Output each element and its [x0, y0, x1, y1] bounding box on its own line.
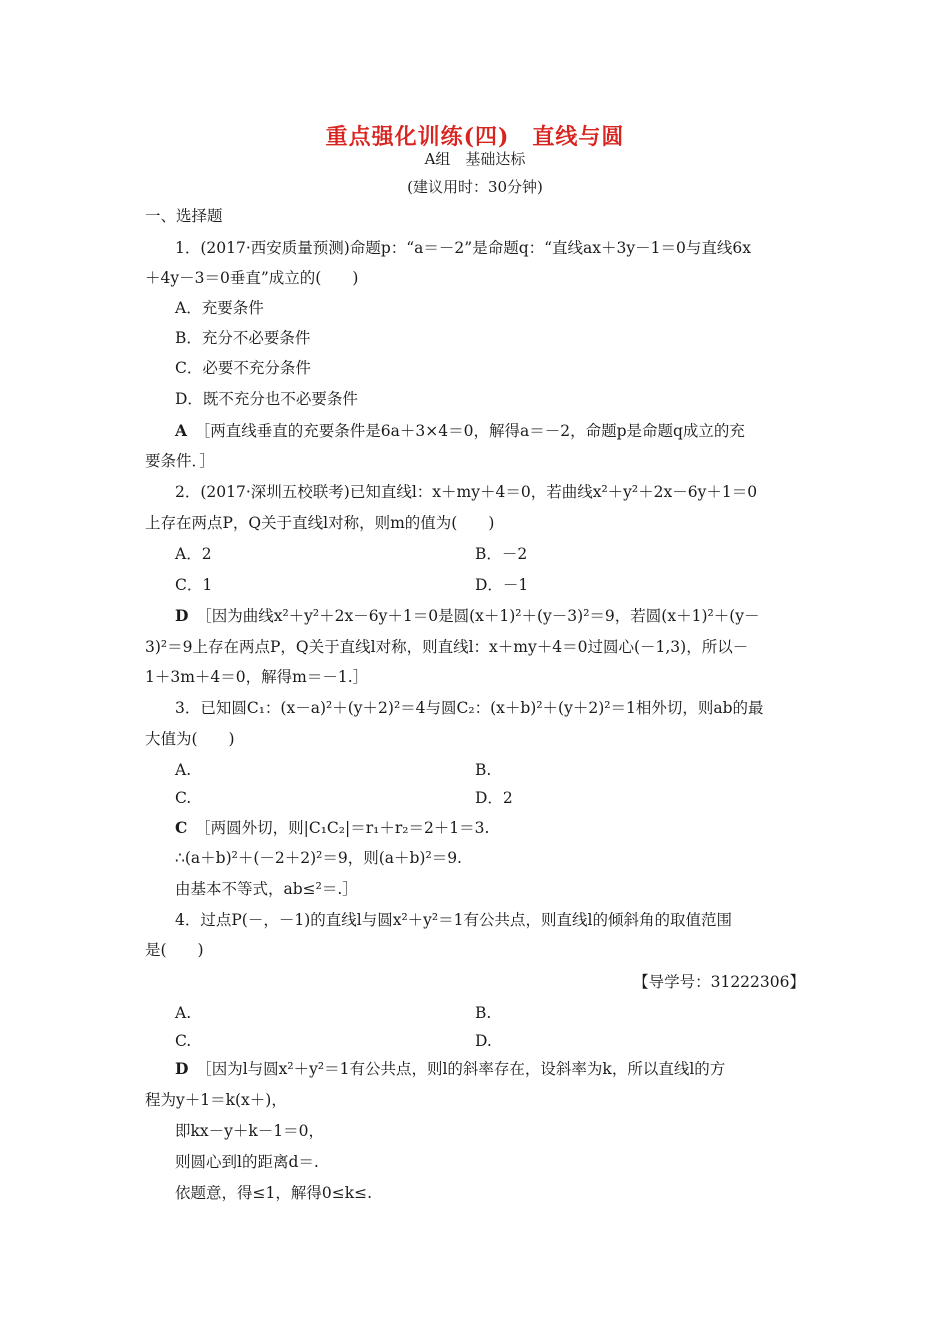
q3-answer-line2: ∴(a＋b)²＋(－2＋2)²＝9，则(a＋b)²＝9. — [175, 849, 462, 867]
q1-answer-text: ［两直线垂直的充要条件是6a＋3×4＝0，解得a＝－2，命题p是命题q成立的充 — [202, 422, 745, 440]
q4-option-b: B. — [475, 1004, 492, 1022]
q2-option-b: B．－2 — [475, 545, 528, 563]
section-heading: 一、选择题 — [145, 207, 223, 225]
q3-option-b: B. — [475, 761, 492, 779]
time-note: (建议用时：30分钟) — [407, 178, 543, 196]
q3-answer-letter: C — [175, 818, 188, 837]
q1-answer-letter: A — [175, 421, 188, 440]
q1-option-d: D．既不充分也不必要条件 — [175, 390, 358, 408]
q4-answer-line4: 则圆心到l的距离d＝. — [175, 1153, 319, 1171]
q2-stem-line2: 上存在两点P，Q关于直线l对称，则m的值为( ) — [145, 514, 495, 532]
q1-option-c: C．必要不充分条件 — [175, 359, 311, 377]
q4-answer-text: ［因为l与圆x²＋y²＝1有公共点，则l的斜率存在，设斜率为k，所以直线l的方 — [203, 1060, 726, 1078]
q4-answer-letter: D — [175, 1059, 189, 1078]
q3-answer-line3: 由基本不等式，ab≤²＝.］ — [175, 880, 358, 898]
q2-answer-letter: D — [175, 606, 189, 625]
q4-answer-line2: 程为y＋1＝k(x＋)， — [145, 1091, 287, 1109]
q3-option-a: A. — [175, 761, 192, 779]
guide-number: 【导学号：31222306】 — [633, 973, 805, 991]
q4-option-c: C. — [175, 1032, 192, 1050]
q4-answer-line1 — [175, 1059, 725, 1079]
page-title: 重点强化训练(四) 直线与圆 — [325, 124, 625, 150]
q2-option-a: A．2 — [175, 545, 212, 563]
q4-stem-line2: 是( ) — [145, 941, 204, 959]
q1-stem-line1: 1．(2017·西安质量预测)命题p：“a＝－2”是命题q：“直线ax＋3y－1＝0与直线6x — [175, 239, 751, 257]
q2-answer-line2: 3)²＝9上存在两点P，Q关于直线l对称，则直线l：x＋my＋4＝0过圆心(－1,3)，所以－ — [145, 638, 749, 656]
q1-option-a: A．充要条件 — [175, 299, 264, 317]
group-heading: A组 基础达标 — [424, 150, 526, 168]
q4-option-d: D. — [475, 1032, 492, 1050]
q2-option-c: C．1 — [175, 576, 213, 594]
q3-option-d: D．2 — [475, 789, 513, 807]
q1-answer-line1 — [175, 421, 745, 441]
q4-answer-line3: 即kx－y＋k－1＝0， — [175, 1122, 325, 1140]
q1-stem-line2: ＋4y－3＝0垂直”成立的( ) — [145, 269, 359, 287]
q2-stem-line1: 2．(2017·深圳五校联考)已知直线l：x＋my＋4＝0，若曲线x²＋y²＋2x－6y＋1＝0 — [175, 483, 758, 501]
q4-option-a: A. — [175, 1004, 192, 1022]
q3-stem-line2: 大值为( ) — [145, 730, 235, 748]
q3-option-c: C. — [175, 789, 192, 807]
q3-answer-line1 — [175, 818, 489, 838]
q3-answer-text: ［两圆外切，则|C₁C₂|＝r₁＋r₂＝2＋1＝3. — [202, 819, 490, 837]
q2-answer-line3: 1＋3m＋4＝0，解得m＝－1.］ — [145, 668, 369, 686]
q1-option-b: B．充分不必要条件 — [175, 329, 311, 347]
q3-stem-line1: 3．已知圆C₁：(x－a)²＋(y＋2)²＝4与圆C₂：(x＋b)²＋(y＋2)²＝1相外切，则ab的最 — [175, 699, 764, 717]
q2-option-d: D．－1 — [475, 576, 529, 594]
q1-answer-line2: 要条件．］ — [145, 452, 215, 470]
q2-answer-line1 — [175, 606, 760, 626]
q4-answer-line5: 依题意，得≤1，解得0≤k≤. — [175, 1184, 373, 1202]
q4-stem-line1: 4．过点P(－，－1)的直线l与圆x²＋y²＝1有公共点，则直线l的倾斜角的取值范围 — [175, 911, 732, 929]
q2-answer-text: ［因为曲线x²＋y²＋2x－6y＋1＝0是圆(x＋1)²＋(y－3)²＝9，若圆(x＋1)²＋(y－ — [203, 607, 760, 625]
